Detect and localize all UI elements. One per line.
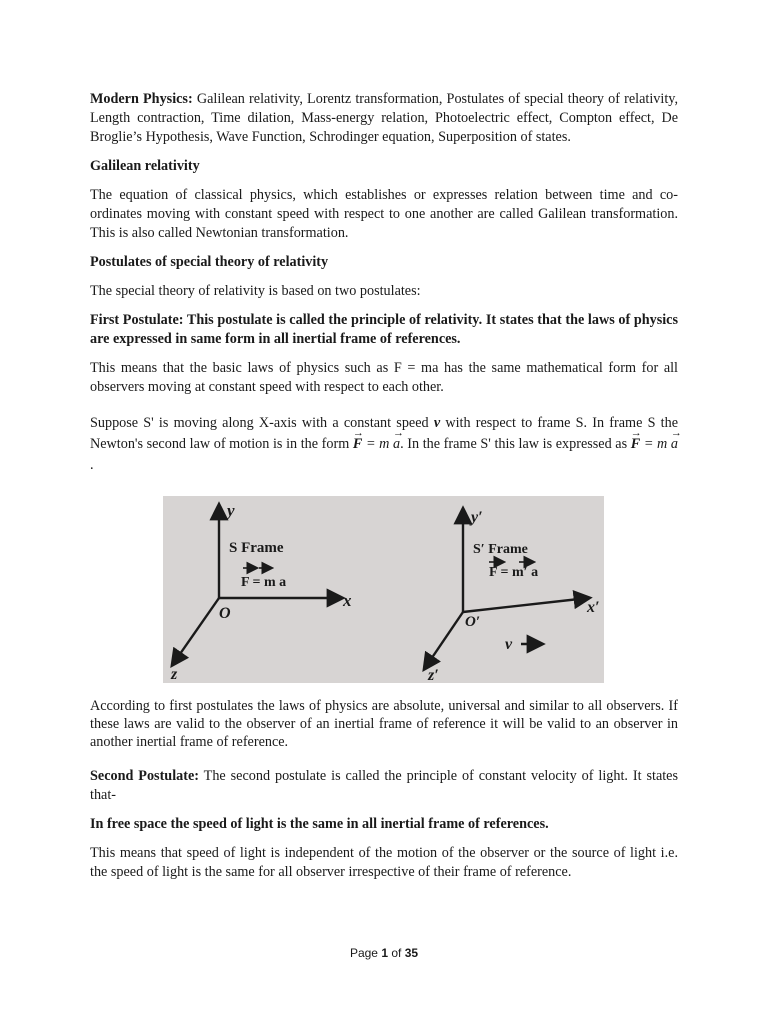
figure-background (163, 496, 604, 683)
s-prime-x-label: x′ (587, 599, 600, 616)
s-origin-label: O (219, 605, 231, 622)
second-postulate-statement: In free space the speed of light is the same in all inertial frame of references. (90, 816, 549, 832)
postulates-heading: Postulates of special theory of relativity (90, 254, 329, 270)
page-content (90, 90, 678, 892)
page-number: 1 (381, 946, 388, 960)
s-frame-label: S Frame (229, 540, 284, 556)
first-postulate-meaning: This means that the basic laws of physics such as F = ma has the same mathematical form for all observers moving at constant speed with respect to each other. (90, 360, 678, 395)
second-postulate-paragraph: Second Postulate: The second postulate is called the principle of constant velocity of light. It states that- (90, 768, 678, 803)
second-postulate-lead: Second Postulate: (90, 768, 199, 784)
s-law-label: F = m a (241, 575, 287, 590)
after-figure-paragraph: According to first postulates the laws of physics are absolute, universal and similar to all observers. If these laws are valid to the observer of an inertial frame of reference it will be valid to an observer in another inertial frame of reference. (90, 698, 678, 750)
postulates-intro: The special theory of relativity is based on two postulates: (90, 283, 421, 299)
second-postulate-meaning: This means that speed of light is independent of the motion of the observer or the source of light i.e. the speed of light is the same for all observer irrespective of their frame of reference. (90, 845, 678, 880)
intro-lead: Modern Physics: (90, 91, 193, 107)
galilean-heading: Galilean relativity (90, 158, 200, 174)
velocity-symbol: v (433, 415, 441, 431)
first-postulate: First Postulate: This postulate is called the principle of relativity. It states that the laws of physics are expressed in same form in all inertial frame of references. (90, 312, 678, 347)
galilean-body: The equation of classical physics, which establishes or expresses relation between time and co-ordinates moving with constant speed with respect to one another are called Galilean transformation. This is also called Newtonian transformation. (90, 187, 678, 241)
s-prime-frame-label: S′ Frame (473, 542, 528, 557)
s-prime-y-label: y′ (471, 509, 483, 526)
s-prime-law-label: F = m′ a (489, 565, 539, 580)
force-vector: → F (353, 434, 362, 455)
s-prime-z-label: z′ (428, 667, 439, 683)
frames-figure (163, 496, 604, 683)
s-y-label: y (227, 501, 235, 520)
force-vector-2: → F (631, 434, 640, 455)
page-footer: Page 1 of 35 (349, 946, 419, 960)
accel-vector: → a (393, 434, 400, 455)
accel-vector-2: → a (671, 434, 678, 455)
velocity-label: v (505, 636, 513, 653)
s-x-label: x (343, 591, 352, 610)
s-prime-origin-label: O′ (465, 614, 481, 630)
intro-text: Galilean relativity, Lorentz transformation, Postulates of special theory of relativity, Length contraction, Time dilation, Mass-energy relation, Photoelectric effect, Compton effect, De Broglie’s Hypothesis, Wave Function, Schrodinger equation, Superposition of states. (90, 91, 678, 145)
page-total: 35 (404, 946, 419, 960)
intro-paragraph (90, 90, 678, 147)
s-z-label: z (171, 666, 178, 683)
suppose-paragraph: Suppose S' is moving along X-axis with a constant speed v with respect to frame S. In frame S the Newton's second law of motion is in the form → F = m → a. In the frame S' this law is expressed as → F = m → a. (90, 413, 678, 476)
